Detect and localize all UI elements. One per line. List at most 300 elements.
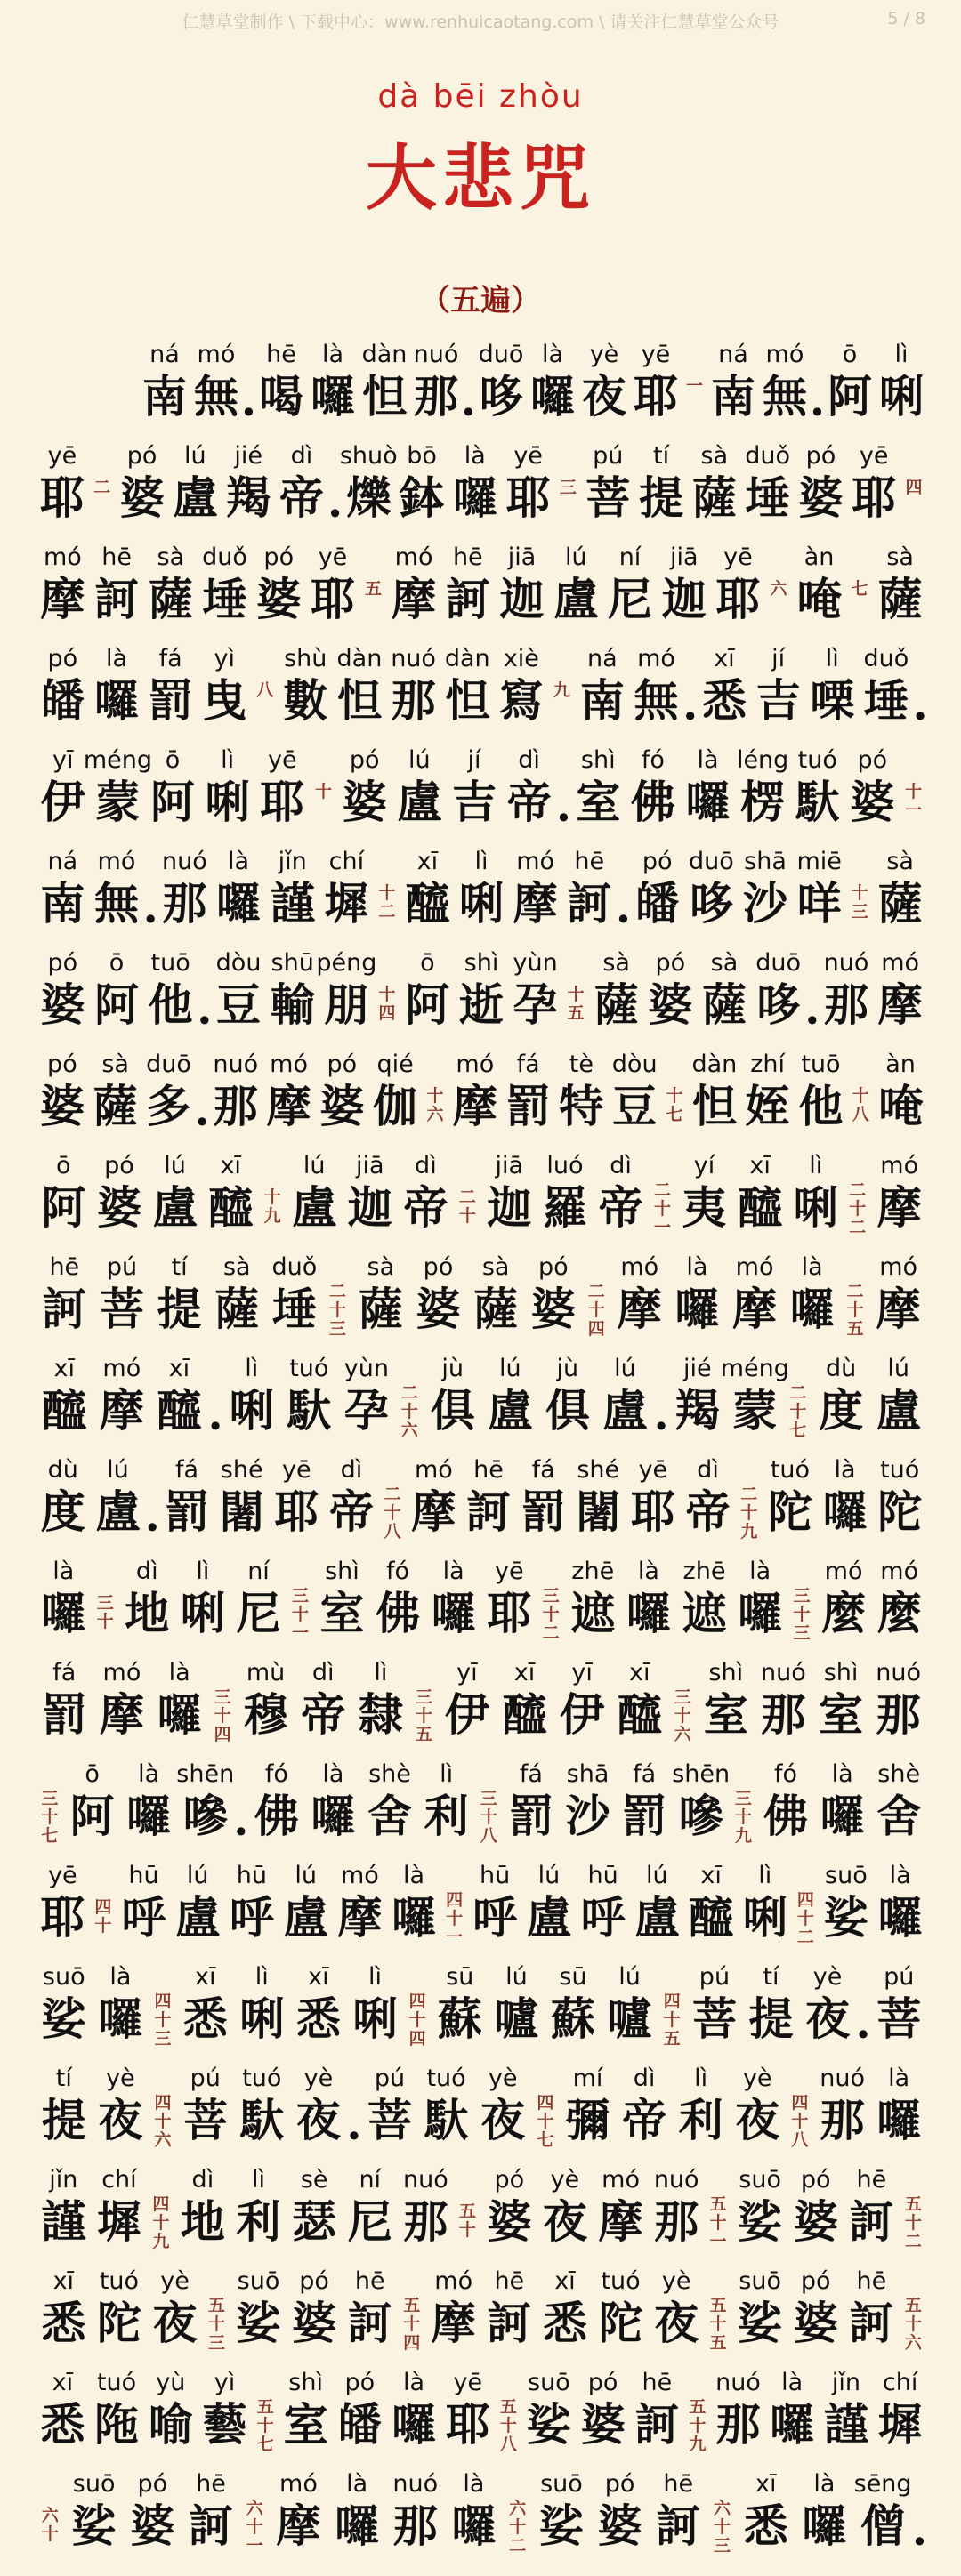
hanzi: 耶	[852, 471, 897, 524]
pinyin: zhē	[682, 1558, 726, 1585]
hanzi: 囉	[451, 2500, 497, 2552]
pinyin: nuó	[715, 2369, 761, 2396]
hanzi: 藝	[202, 2398, 247, 2451]
hanzi: 唎	[879, 370, 924, 423]
hanzi: 迦	[347, 1181, 392, 1234]
separator-dot: .	[911, 2503, 928, 2556]
pinyin: suō	[237, 2267, 280, 2295]
pinyin: pó	[126, 442, 157, 470]
verse-number: 五 十 七	[256, 2397, 274, 2454]
pinyin: yè	[303, 2065, 334, 2092]
hanzi: 囉	[876, 2094, 922, 2146]
pinyin: pú	[106, 1253, 138, 1281]
pinyin: sà	[367, 1253, 395, 1281]
mantra-line	[0, 1354, 961, 1461]
pinyin: shè	[877, 1760, 921, 1788]
pinyin: tuō	[801, 1051, 841, 1078]
pinyin: là	[109, 1963, 132, 1991]
hanzi: 婆	[96, 1181, 141, 1234]
hanzi: 囉	[98, 1992, 143, 2045]
hanzi: 嘇	[182, 1790, 228, 1842]
hanzi: 南	[579, 674, 625, 727]
pinyin: shā	[744, 848, 787, 875]
hanzi: 夜	[98, 2094, 143, 2146]
hanzi: 囉	[674, 1283, 720, 1335]
hanzi: 數	[283, 674, 328, 727]
hanzi: 囉	[311, 370, 355, 423]
pinyin: lú	[295, 1862, 317, 1889]
verse-number: 四 十 九	[152, 2194, 170, 2251]
pinyin: yùn	[513, 949, 558, 977]
pinyin: là	[464, 442, 486, 470]
pinyin: là	[105, 645, 127, 672]
hanzi: 醯	[502, 1688, 547, 1741]
hanzi: 佛	[376, 1587, 421, 1639]
hanzi: 沙	[743, 877, 788, 930]
hanzi: 伊	[444, 1688, 489, 1741]
hanzi: 耶	[39, 471, 85, 524]
pinyin: pó	[299, 2267, 329, 2295]
hanzi: 摩	[617, 1283, 662, 1335]
pinyin: pó	[104, 1152, 134, 1179]
hanzi: 唎	[793, 1181, 838, 1234]
pinyin: mó	[43, 543, 82, 571]
pinyin: lú	[303, 1152, 326, 1179]
pinyin: xī	[416, 848, 439, 875]
pinyin: yē	[268, 746, 297, 774]
pinyin: duō	[688, 848, 734, 875]
pinyin: tí	[763, 1963, 779, 1991]
hanzi: 羅	[542, 1181, 587, 1234]
hanzi: 怛	[336, 674, 382, 727]
hanzi: 訶	[94, 573, 140, 625]
pinyin: lú	[537, 1862, 561, 1889]
verse-number: 六 十 二	[509, 2499, 527, 2556]
hanzi: 摩	[411, 1485, 456, 1538]
pinyin: shuò	[339, 442, 398, 470]
page-number: 5 / 8	[887, 9, 925, 28]
pinyin: ō	[85, 1760, 100, 1788]
pinyin: péng	[316, 949, 377, 977]
hanzi: 薩	[214, 1283, 260, 1335]
mantra-line	[0, 2165, 961, 2272]
mantra-line	[0, 1557, 961, 1663]
hanzi: 夷	[682, 1181, 727, 1234]
pinyin: là	[403, 1862, 425, 1889]
hanzi: 特	[559, 1080, 604, 1132]
pinyin: lú	[887, 1355, 910, 1382]
pinyin: yē	[638, 1456, 668, 1484]
verse-number: 五 十 八	[499, 2397, 517, 2454]
verse-number: 十 五	[567, 985, 585, 1023]
pinyin: duǒ	[202, 543, 247, 571]
pinyin: ná	[587, 645, 618, 672]
pinyin: ní	[618, 543, 642, 571]
hanzi: 囉	[820, 1790, 865, 1842]
pinyin: hū	[587, 1862, 618, 1889]
pinyin: jié	[682, 1355, 712, 1382]
hanzi: 娑	[538, 2500, 584, 2552]
hanzi: 曳	[202, 674, 247, 727]
hanzi: 帝	[279, 471, 324, 524]
hanzi: 伽	[373, 1080, 418, 1132]
verse-number: 五	[365, 579, 383, 599]
hanzi: 菩	[182, 2094, 228, 2146]
pinyin: shì	[288, 2369, 323, 2396]
hanzi: 麼	[876, 1587, 922, 1639]
pinyin: xī	[52, 2369, 74, 2396]
hanzi: 沙	[565, 1790, 610, 1842]
hanzi: 囉	[392, 1891, 437, 1944]
hanzi: 室	[283, 2398, 328, 2451]
hanzi: 婆	[487, 2195, 532, 2248]
hanzi: 耶	[487, 1587, 532, 1639]
hanzi: 薩	[877, 573, 923, 625]
hanzi: 婆	[850, 776, 895, 828]
hanzi: 囉	[770, 2398, 815, 2451]
pinyin: lì	[474, 848, 489, 875]
pinyin: ō	[165, 746, 181, 774]
hanzi: 婆	[119, 471, 165, 524]
pinyin: xī	[629, 1659, 650, 1686]
pinyin: mó	[414, 1456, 453, 1484]
pinyin: pó	[263, 543, 295, 571]
verse-number: 二 十 六	[400, 1383, 418, 1440]
pinyin: dì	[290, 442, 313, 470]
hanzi: 薩	[93, 1080, 138, 1132]
pinyin: tí	[653, 442, 670, 470]
pinyin: sà	[886, 543, 914, 571]
hanzi: 罰	[505, 1080, 551, 1132]
hanzi: 夜	[480, 2094, 526, 2146]
pinyin: yē	[453, 2369, 483, 2396]
hanzi: 俱	[430, 1384, 475, 1437]
pinyin: lú	[646, 1862, 668, 1889]
hanzi: 盧	[526, 1891, 571, 1944]
pinyin: shé	[577, 1456, 620, 1484]
hanzi: 馱	[239, 2094, 285, 2146]
pinyin: dàn	[444, 645, 490, 672]
hanzi: 婆	[130, 2500, 175, 2552]
separator-dot: .	[912, 678, 928, 730]
hanzi: 囉	[216, 877, 262, 930]
pinyin: nuó	[403, 2166, 448, 2194]
hanzi: 嚧	[607, 1992, 652, 2045]
verse-number: 十 九	[263, 1187, 281, 1226]
pinyin: lì	[758, 1862, 772, 1889]
hanzi: 南	[710, 370, 755, 423]
separator-dot: .	[142, 881, 158, 933]
pinyin: là	[889, 1862, 911, 1889]
hanzi: 那	[761, 1688, 806, 1741]
pinyin: shù	[284, 645, 327, 672]
pinyin: tuó	[880, 1456, 920, 1484]
separator-dot: .	[327, 475, 343, 527]
pinyin: sà	[101, 1051, 129, 1078]
pinyin: dì	[697, 1456, 719, 1484]
pinyin: dàn	[691, 1051, 738, 1078]
verse-number: 八	[256, 680, 274, 700]
pinyin: nuó	[392, 2470, 439, 2498]
mantra-line	[0, 1861, 961, 1968]
hanzi: 他	[148, 978, 193, 1031]
hanzi: 利	[236, 2195, 281, 2248]
pinyin: lì	[196, 1558, 210, 1585]
verse-number: 二 十 九	[740, 1485, 758, 1542]
hanzi: 娑	[738, 2195, 783, 2248]
pinyin: fó	[264, 1760, 288, 1788]
pinyin: dòu	[215, 949, 262, 977]
pinyin: yē	[282, 1456, 311, 1484]
pinyin: yē	[859, 442, 889, 470]
mantra-line	[0, 2064, 961, 2170]
hanzi: 南	[40, 877, 85, 930]
verse-number: 十 八	[852, 1086, 869, 1124]
hanzi: 埵	[271, 1283, 317, 1335]
pinyin: zhē	[571, 1558, 615, 1585]
verse-number: 六 十	[41, 2506, 59, 2544]
pinyin: sà	[481, 1253, 510, 1281]
verse-number: 五 十 三	[208, 2296, 226, 2353]
hanzi: 囉	[822, 1485, 868, 1538]
hanzi: 盧	[95, 1485, 141, 1538]
pinyin: hū	[480, 1862, 511, 1889]
hanzi: 囉	[392, 2398, 437, 2451]
hanzi: 怛	[691, 1080, 737, 1132]
pinyin: sà	[222, 1253, 251, 1281]
separator-dot: .	[233, 1793, 249, 1846]
pinyin: dì	[311, 1659, 335, 1686]
pinyin: tí	[55, 2065, 72, 2092]
pinyin: fá	[633, 1760, 657, 1788]
pinyin: là	[801, 1253, 823, 1281]
hanzi: 那	[820, 2094, 865, 2146]
pinyin: pó	[349, 746, 380, 774]
separator-dot: .	[555, 779, 572, 832]
hanzi: 帝	[622, 2094, 667, 2146]
hanzi: 菩	[691, 1992, 737, 2045]
hanzi: 悉	[41, 2297, 86, 2349]
pinyin: yē	[48, 1862, 77, 1889]
hanzi: 盧	[876, 1384, 921, 1437]
verse-number: 四 十 七	[537, 2093, 554, 2150]
pinyin: tuó	[797, 746, 837, 774]
hanzi: 訶	[466, 1485, 511, 1538]
hanzi: 娑	[236, 2297, 281, 2349]
hanzi: 謹	[270, 877, 315, 930]
hanzi: 舍	[876, 1790, 922, 1842]
hanzi: 謹	[41, 2195, 86, 2248]
verse-number: 四 十	[94, 1897, 112, 1936]
hanzi: 那	[403, 2195, 448, 2248]
separator-dot: .	[682, 678, 699, 730]
hanzi: 耶	[274, 1485, 319, 1538]
pinyin: yí	[693, 1152, 715, 1179]
pinyin: fá	[158, 645, 182, 672]
verse-number: 二 十 三	[328, 1282, 346, 1339]
hanzi: 遮	[570, 1587, 616, 1639]
hanzi: 帝	[685, 1485, 731, 1538]
verse-number: 四	[905, 478, 923, 497]
verse-number: 七	[851, 579, 868, 599]
pinyin: hē	[642, 2369, 673, 2396]
hanzi: 提	[157, 1283, 202, 1335]
pinyin: mó	[620, 1253, 659, 1281]
pinyin: pó	[494, 2166, 525, 2194]
hanzi: 僧	[860, 2500, 906, 2552]
pinyin: yù	[156, 2369, 186, 2396]
pinyin: pú	[884, 1963, 915, 1991]
hanzi: 娑	[526, 2398, 571, 2451]
pinyin: lú	[564, 543, 587, 571]
hanzi: 菩	[876, 1992, 922, 2045]
pinyin: pó	[327, 1051, 358, 1078]
hanzi: 菩	[367, 2094, 412, 2146]
pinyin: fá	[52, 1659, 77, 1686]
pinyin: lì	[254, 1963, 269, 1991]
verse-number: 十 二	[378, 883, 396, 922]
hanzi: 盧	[175, 1891, 221, 1944]
pinyin: ní	[247, 1558, 270, 1585]
pinyin: chí	[882, 2369, 918, 2396]
pinyin: dòu	[611, 1051, 658, 1078]
hanzi: 逝	[459, 978, 504, 1031]
hanzi: 罰	[148, 674, 193, 727]
hanzi: 囉	[802, 2500, 847, 2552]
hanzi: 菩	[99, 1283, 144, 1335]
hanzi: 訶	[188, 2500, 233, 2552]
pinyin: mó	[637, 645, 675, 672]
pinyin: là	[888, 2065, 910, 2092]
separator-dot: .	[346, 2097, 362, 2150]
pinyin: nuó	[761, 1659, 806, 1686]
pinyin: shì	[823, 1659, 859, 1686]
verse-number: 二 十 八	[384, 1485, 401, 1542]
pinyin: tuó	[242, 2065, 282, 2092]
hanzi: 訶	[567, 877, 612, 930]
pinyin: sà	[602, 949, 630, 977]
pinyin: suō	[739, 2267, 781, 2295]
hanzi: 吉	[451, 776, 497, 828]
pinyin: pó	[800, 2267, 831, 2295]
hanzi: 寫	[498, 674, 544, 727]
verse-number: 二 十 四	[587, 1282, 605, 1339]
hanzi: 娑	[823, 1891, 868, 1944]
pinyin: ná	[47, 848, 78, 875]
hanzi: 摩	[266, 1080, 311, 1132]
hanzi: 豆	[612, 1080, 658, 1132]
hanzi: 皤	[337, 2398, 383, 2451]
pinyin: pó	[47, 645, 78, 672]
pinyin: pú	[593, 442, 624, 470]
pinyin: mó	[279, 2470, 318, 2498]
pinyin: nuó	[162, 848, 207, 875]
verse-number: 四 十 六	[154, 2093, 172, 2150]
pinyin: xī	[513, 1659, 536, 1686]
hanzi: 薩	[701, 978, 747, 1031]
pinyin: hū	[128, 1862, 159, 1889]
pinyin: jǐn	[49, 2166, 78, 2194]
mantra-line	[0, 948, 961, 1055]
hanzi: 耶	[633, 370, 678, 423]
hanzi: 悉	[743, 2500, 788, 2552]
pinyin: tè	[569, 1051, 594, 1078]
hanzi: 摩	[99, 1384, 144, 1437]
hanzi: 瑟	[292, 2195, 337, 2248]
hanzi: 罰	[165, 1485, 210, 1538]
hanzi: 娑	[738, 2297, 783, 2349]
page-header	[0, 7, 961, 34]
hanzi: 喻	[148, 2398, 193, 2451]
pinyin: dì	[191, 2166, 214, 2194]
mantra-line	[0, 2368, 961, 2475]
verse-number: 五 十 四	[403, 2296, 421, 2353]
verse-number: 三 十 五	[415, 1687, 432, 1744]
pinyin: suō	[528, 2369, 570, 2396]
hanzi: 訶	[656, 2500, 701, 2552]
hanzi: 提	[748, 1992, 794, 2045]
hanzi: 爍	[346, 471, 392, 524]
hanzi: 謹	[823, 2398, 868, 2451]
hanzi: 遮	[682, 1587, 727, 1639]
hanzi: 闍	[576, 1485, 621, 1538]
pinyin: là	[813, 2470, 836, 2498]
hanzi: 闍	[219, 1485, 264, 1538]
separator-dot: .	[207, 1388, 223, 1440]
pinyin: lì	[251, 2166, 266, 2194]
pinyin: xī	[749, 1152, 771, 1179]
hanzi: 帝	[506, 776, 552, 828]
pinyin: là	[686, 1253, 708, 1281]
pinyin: là	[463, 2470, 485, 2498]
pinyin: lì	[825, 645, 839, 672]
pinyin: fó	[386, 1558, 410, 1585]
pinyin: hū	[236, 1862, 268, 1889]
hanzi: 室	[703, 1688, 748, 1741]
hanzi: 耶	[715, 573, 761, 625]
pinyin: shè	[368, 1760, 411, 1788]
hanzi: 訶	[849, 2297, 894, 2349]
hanzi: 醯	[157, 1384, 202, 1437]
hanzi: 盧	[553, 573, 599, 625]
mantra-line	[0, 1759, 961, 1866]
hanzi: 醯	[689, 1891, 734, 1944]
hanzi: 唎	[239, 1992, 285, 2045]
pinyin: mó	[735, 1253, 774, 1281]
verse-number: 四 十 五	[663, 1992, 681, 2049]
pinyin: nuó	[876, 1659, 922, 1686]
hanzi: 哆	[689, 877, 734, 930]
mantra-line	[0, 543, 961, 649]
pinyin: ō	[109, 949, 125, 977]
hanzi: 囉	[157, 1688, 202, 1741]
subtitle: （五遍）	[420, 283, 541, 318]
pinyin: chí	[328, 848, 365, 875]
pinyin: nuó	[653, 2166, 699, 2194]
verse-number: 四 十 八	[791, 2093, 809, 2150]
pinyin: sū	[446, 1963, 474, 1991]
hanzi: 唎	[180, 1587, 225, 1639]
pinyin: lú	[498, 1355, 521, 1382]
hanzi: 婆	[798, 471, 844, 524]
pinyin: mó	[102, 1659, 141, 1686]
hanzi: 南	[141, 370, 187, 423]
hanzi: 薩	[594, 978, 639, 1031]
hanzi: 室	[319, 1587, 365, 1639]
pinyin: lú	[505, 1963, 528, 1991]
pinyin: méng	[83, 746, 153, 774]
pinyin: shé	[220, 1456, 263, 1484]
